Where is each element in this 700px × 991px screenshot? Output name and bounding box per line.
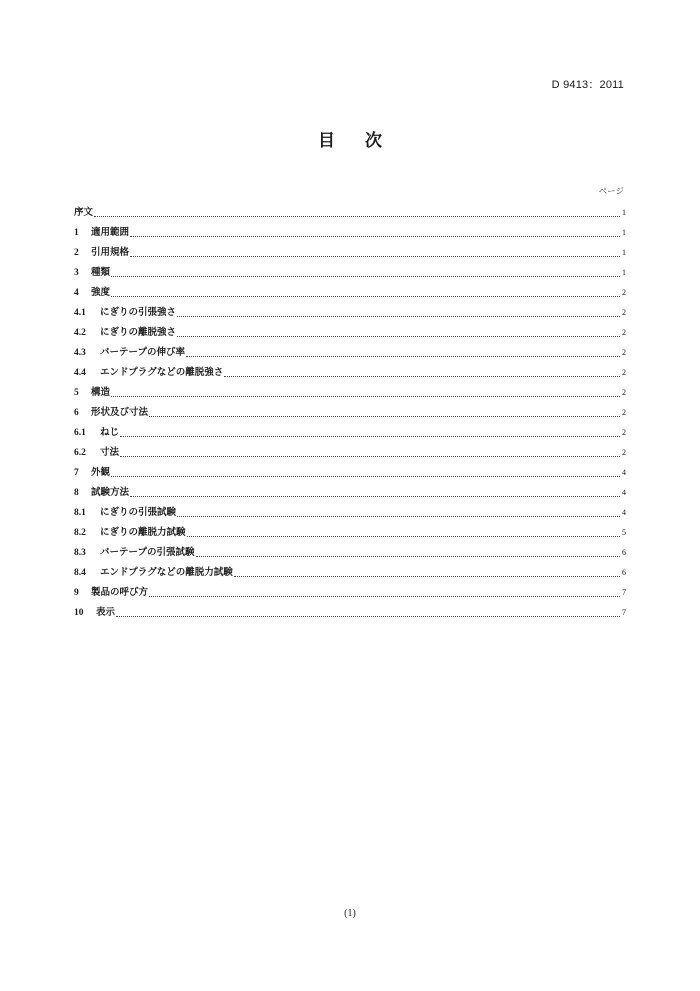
toc-entry-title: 形状及び寸法 <box>91 407 149 418</box>
dot-leader <box>130 256 620 257</box>
toc-entry-title: バーテープの引張試験 <box>100 547 195 558</box>
toc-entry-number: 3 <box>74 268 79 278</box>
toc-entry-page: 6 <box>622 568 626 577</box>
toc-entry-title: 引用規格 <box>91 247 130 258</box>
toc-entry-page: 1 <box>622 268 626 277</box>
toc-entry[interactable] <box>74 560 626 580</box>
dot-leader <box>116 616 620 617</box>
toc-entry[interactable] <box>74 260 626 280</box>
toc-entry[interactable] <box>74 540 626 560</box>
toc-entry[interactable] <box>74 200 626 220</box>
dot-leader <box>120 456 620 457</box>
toc-entry-title: 構造 <box>91 387 111 398</box>
toc-entry-number: 6.1 <box>74 428 86 438</box>
toc-entry-title: 外観 <box>91 467 111 478</box>
toc-entry-title: ねじ <box>100 427 120 438</box>
toc-entry[interactable] <box>74 220 626 240</box>
toc-entry-page: 7 <box>622 588 626 597</box>
toc-entry-page: 2 <box>622 368 626 377</box>
toc-entry-title: にぎりの離脱力試験 <box>100 527 186 538</box>
toc-entry[interactable] <box>74 580 626 600</box>
toc-entry[interactable] <box>74 520 626 540</box>
toc-entry-number: 10 <box>74 608 84 618</box>
toc-entry-title: 表示 <box>96 607 116 618</box>
toc-entry-page: 1 <box>622 228 626 237</box>
toc-entry-number: 9 <box>74 588 79 598</box>
table-of-contents <box>74 200 626 620</box>
toc-entry-number: 5 <box>74 388 79 398</box>
document-code: D 9413：2011 <box>551 79 624 91</box>
toc-entry-page: 1 <box>622 248 626 257</box>
toc-entry[interactable] <box>74 280 626 300</box>
toc-entry-title: 適用範囲 <box>91 227 130 238</box>
dot-leader <box>196 556 620 557</box>
dot-leader <box>111 396 620 397</box>
toc-entry[interactable] <box>74 500 626 520</box>
toc-entry-number: 8.3 <box>74 548 86 558</box>
toc-entry[interactable] <box>74 600 626 620</box>
dot-leader <box>120 436 620 437</box>
toc-entry-page: 4 <box>622 468 626 477</box>
toc-entry-page: 2 <box>622 428 626 437</box>
toc-entry[interactable] <box>74 340 626 360</box>
toc-entry-page: 2 <box>622 328 626 337</box>
toc-entry[interactable] <box>74 320 626 340</box>
toc-entry[interactable] <box>74 420 626 440</box>
toc-entry[interactable] <box>74 360 626 380</box>
toc-entry-page: 7 <box>622 608 626 617</box>
dot-leader <box>111 296 620 297</box>
toc-entry[interactable] <box>74 460 626 480</box>
toc-entry-title: にぎりの離脱強さ <box>100 327 177 338</box>
toc-entry-page: 4 <box>622 508 626 517</box>
toc-entry-number: 1 <box>74 228 79 238</box>
dot-leader <box>234 576 620 577</box>
toc-entry-title: エンドプラグなどの離脱強さ <box>100 367 224 378</box>
toc-entry-number: 4.2 <box>74 328 86 338</box>
dot-leader <box>187 536 620 537</box>
dot-leader <box>149 596 620 597</box>
toc-entry-number: 8.4 <box>74 568 86 578</box>
toc-entry-page: 2 <box>622 388 626 397</box>
toc-entry-page: 1 <box>622 208 626 217</box>
toc-entry-page: 2 <box>622 408 626 417</box>
dot-leader <box>111 276 620 277</box>
page-column-label: ページ <box>598 187 624 197</box>
toc-entry[interactable] <box>74 380 626 400</box>
toc-entry-page: 2 <box>622 448 626 457</box>
dot-leader <box>177 316 620 317</box>
toc-entry-page: 6 <box>622 548 626 557</box>
toc-entry-number: 8.1 <box>74 508 86 518</box>
page-folio: (1) <box>344 908 356 919</box>
dot-leader <box>177 336 620 337</box>
toc-entry-page: 4 <box>622 488 626 497</box>
toc-entry-title: にぎりの引張強さ <box>100 307 177 318</box>
dot-leader <box>149 416 620 417</box>
toc-entry[interactable] <box>74 240 626 260</box>
toc-entry-page: 2 <box>622 308 626 317</box>
dot-leader <box>224 376 620 377</box>
toc-entry-number: 4.3 <box>74 348 86 358</box>
toc-entry-title: 強度 <box>91 287 111 298</box>
toc-entry-number: 4.1 <box>74 308 86 318</box>
toc-entry[interactable] <box>74 480 626 500</box>
toc-entry-number: 6.2 <box>74 448 86 458</box>
toc-entry-title: 試験方法 <box>91 487 130 498</box>
toc-title: 目 次 <box>318 131 394 151</box>
toc-entry[interactable] <box>74 400 626 420</box>
toc-entry-number: 7 <box>74 468 79 478</box>
toc-entry-title: にぎりの引張試験 <box>100 507 177 518</box>
toc-entry-page: 2 <box>622 288 626 297</box>
toc-entry-title: 製品の呼び方 <box>91 587 149 598</box>
toc-entry-number: 4 <box>74 288 79 298</box>
toc-entry-number: 8.2 <box>74 528 86 538</box>
toc-entry-number: 2 <box>74 248 79 258</box>
dot-leader <box>177 516 620 517</box>
toc-entry-title: エンドプラグなどの離脱力試験 <box>100 567 233 578</box>
toc-entry-number: 4.4 <box>74 368 86 378</box>
toc-entry[interactable] <box>74 300 626 320</box>
dot-leader <box>130 236 620 237</box>
dot-leader <box>130 496 620 497</box>
toc-entry-number: 6 <box>74 408 79 418</box>
dot-leader <box>111 476 620 477</box>
toc-entry-title: 序文 <box>74 207 94 218</box>
toc-entry[interactable] <box>74 440 626 460</box>
toc-entry-page: 2 <box>622 348 626 357</box>
toc-entry-page: 5 <box>622 528 626 537</box>
dot-leader <box>94 216 620 217</box>
toc-entry-title: 種類 <box>91 267 111 278</box>
toc-entry-number: 8 <box>74 488 79 498</box>
dot-leader <box>186 356 620 357</box>
toc-entry-title: 寸法 <box>100 447 120 458</box>
toc-entry-title: バーテープの伸び率 <box>100 347 186 358</box>
